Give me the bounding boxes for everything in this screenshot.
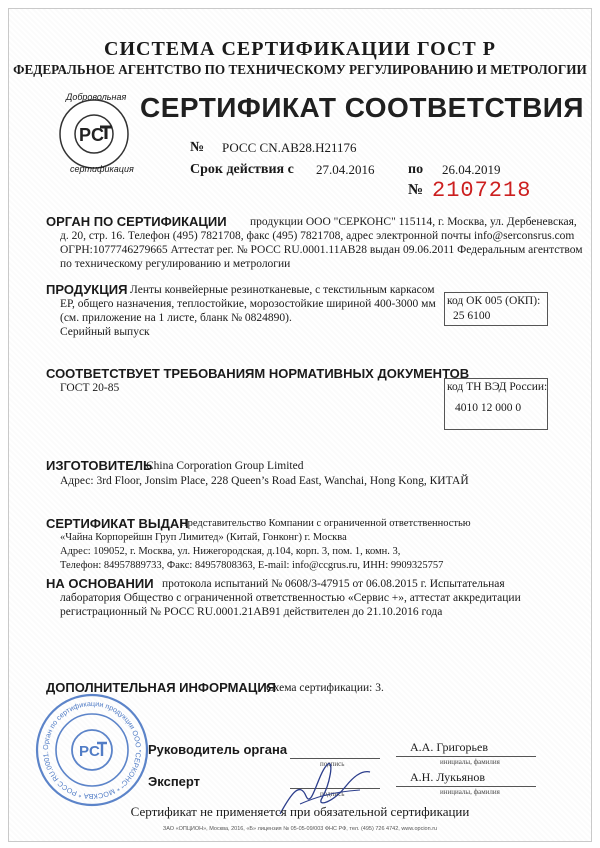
validity-label: Срок действия с [190,162,294,177]
rst-logo-icon [58,98,130,170]
organ-line1: продукции ООО "СЕРКОНС" 115114, г. Москва, ул. Дербеневская, [250,216,577,228]
svg-text:PC: PC [79,125,105,145]
head-sig-caption: подпись [320,760,345,768]
expert-name-line [396,786,536,787]
okp-label: код ОК 005 (ОКП): [447,295,541,307]
okp-box [444,292,548,326]
stamp-ring-text: Орган по сертификации продукции ООО "СЕРКОНС" * МОСКВА * РОСС RU.0001. [40,698,144,802]
valid-from: 27.04.2016 [316,162,375,177]
issued-line1: Представительство Компании с ограниченной ответственностью [180,518,471,529]
blank-number-label: № [408,182,424,198]
stamp-seal-icon [34,692,150,808]
manufacturer-label: ИЗГОТОВИТЕЛЬ [46,458,153,473]
product-line1: Ленты конвейерные резинотканевые, с текстильным каркасом [130,284,435,296]
organ-line3: ОГРН:1077746279665 Аттестат рег. № РОСС RU.0001.11АВ28 выдан 09.06.2011 Федеральным агентством [60,244,583,256]
expert-name-caption: инициалы, фамилия [440,788,500,796]
logo-top-text: Добровольная [66,92,127,102]
expert-sig-caption: подпись [320,790,345,798]
svg-text:PC: PC [79,743,100,760]
valid-to: 26.04.2019 [442,162,501,177]
head-name: А.А. Григорьев [410,740,489,754]
organ-label: ОРГАН ПО СЕРТИФИКАЦИИ [46,214,227,229]
okp-value: 25 6100 [453,310,491,322]
compliance-doc: ГОСТ 20-85 [60,382,120,394]
footer-note: Сертификат не применяется при обязательной сертификации [130,804,470,819]
issued-line2: «Чайна Корпорейшн Груп Лимитед» (Китай, Гонконг) г. Москва [60,532,347,543]
head-label: Руководитель органа [148,742,288,757]
basis-line3: регистрационный № РОСС RU.0001.21АВ91 действителен до 21.10.2016 года [60,606,443,618]
system-title: СИСТЕМА СЕРТИФИКАЦИИ ГОСТ Р [104,38,496,60]
product-line4: Серийный выпуск [60,326,150,338]
product-line2: ЕР, общего назначения, теплостойкие, морозостойкие шириной 400-3000 мм [60,298,436,310]
gost-r-logo [58,98,130,170]
valid-to-label: по [408,162,424,177]
expert-name: А.Н. Лукьянов [410,770,486,784]
number-label: № [190,140,205,155]
certificate-title: СЕРТИФИКАТ СООТВЕТСТВИЯ [140,92,585,123]
tnved-value: 4010 12 000 0 [455,402,522,414]
print-info: ЗАО «ОПЦИОН», Москва, 2016, «Б» лицензия № 05-05-09/003 ФНС РФ, тел. (495) 726 4742, www.opcion.ru [162,826,438,832]
blank-number: 2107218 [432,178,532,203]
product-line3: (см. приложение на 1 листе, бланк № 0824890). [60,312,292,324]
agency-title: ФЕДЕРАЛЬНОЕ АГЕНТСТВО ПО ТЕХНИЧЕСКОМУ РЕГУЛИРОВАНИЮ И МЕТРОЛОГИИ [13,62,587,77]
basis-label: НА ОСНОВАНИИ [46,576,154,591]
tnved-label: код ТН ВЭД России: [447,381,548,393]
head-name-line [396,756,536,757]
basis-line2: лаборатория Общество с ограниченной ответственностью «Сервис +», аттестат аккредитации [60,592,521,604]
manufacturer-address: Адрес: 3rd Floor, Jonsim Place, 228 Queen’s Road East, Wanchai, Hong Kong, КИТАЙ [60,475,469,487]
certificate-number: РОСС CN.АВ28.Н21176 [222,140,357,155]
tnved-box [444,378,548,430]
additional-label: ДОПОЛНИТЕЛЬНАЯ ИНФОРМАЦИЯ [46,680,277,695]
issued-line3: Адрес: 109052, г. Москва, ул. Нижегородская, д.104, корп. 3, пом. 1, комн. 3, [60,546,401,557]
head-name-caption: инициалы, фамилия [440,758,500,766]
additional-text: Схема сертификации: 3. [266,682,384,694]
organ-line2: д. 20, стр. 16. Телефон (495) 7821708, факс (495) 7821708, адрес электронной почты info@serconsrus.com [60,230,575,242]
organ-line4: по техническому регулированию и метрологии [60,258,291,270]
basis-line1: протокола испытаний № 0608/3-47915 от 06.08.2015 г. Испытательная [162,578,505,590]
product-label: ПРОДУКЦИЯ [46,282,128,297]
issued-line4: Телефон: 84957889733, Факс: 84957808363, E-mail: info@ccgrus.ru, ИНН: 9909325757 [60,560,444,571]
expert-label: Эксперт [148,774,201,789]
manufacturer-name: China Corporation Group Limited [146,460,304,472]
organ-stamp [34,692,150,808]
issued-label: СЕРТИФИКАТ ВЫДАН [46,516,189,531]
logo-bottom-text: сертификация [70,164,134,174]
compliance-label: СООТВЕТСТВУЕТ ТРЕБОВАНИЯМ НОРМАТИВНЫХ ДОКУМЕНТОВ [46,366,470,381]
